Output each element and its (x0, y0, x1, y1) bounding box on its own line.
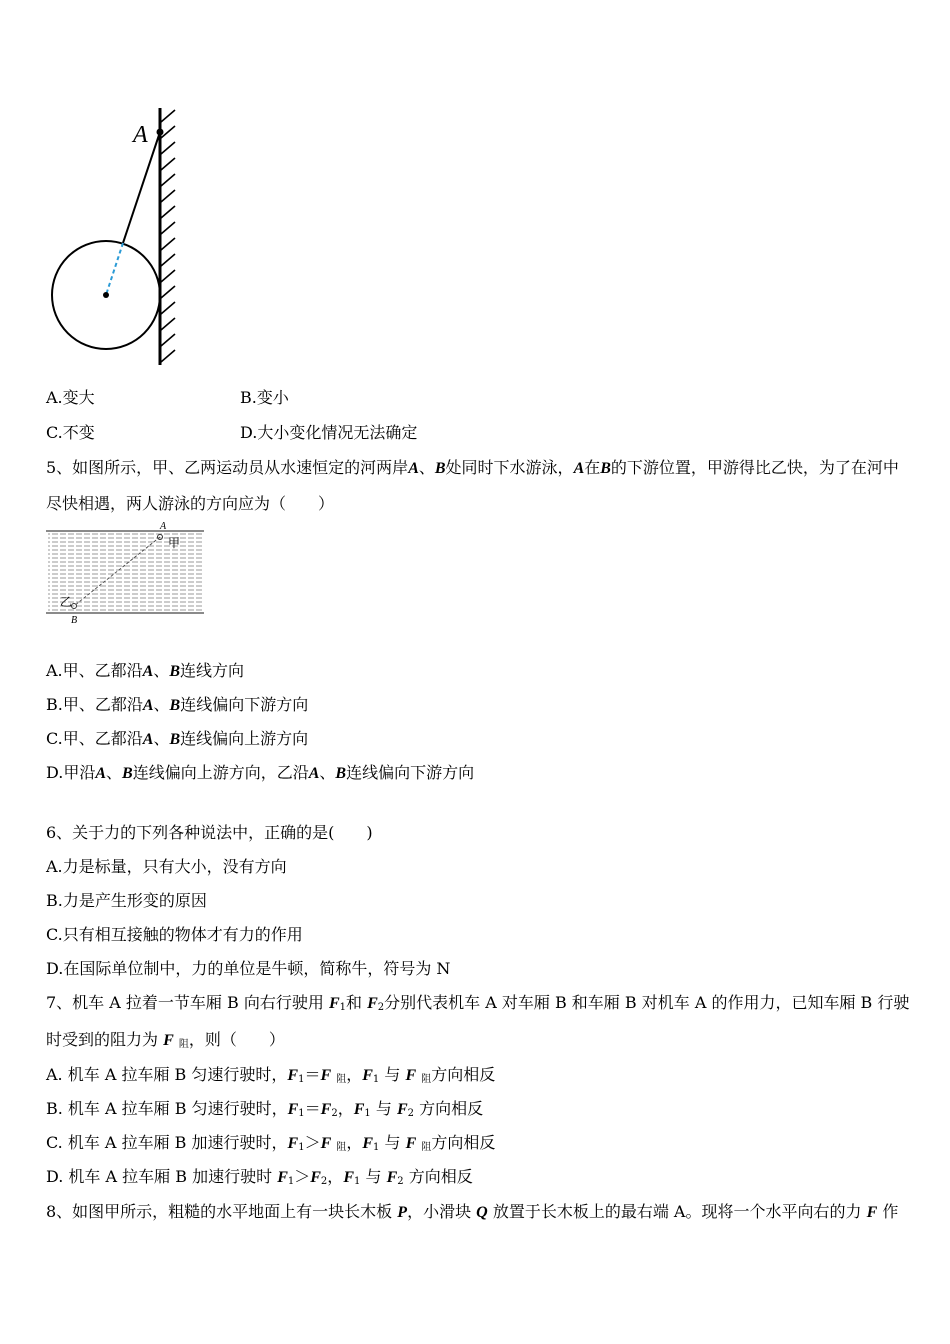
q5-option-d: D.甲沿A、B连线偏向上游方向，乙沿A、B连线偏向下游方向 (46, 763, 475, 782)
rope-extension-dashed (106, 243, 123, 295)
rope-line (123, 132, 160, 243)
q4-option-b: B.变小 (240, 388, 289, 407)
wall-hatching (161, 110, 175, 362)
q4-option-d: D.大小变化情况无法确定 (240, 423, 418, 442)
q7-stem-line1: 7、机车 A 拉着一节车厢 B 向右行驶用 $F_1$和 $F_2$分别代表机车 A 对车厢 B 和车厢 B 对机车 A 的作用力，已知车厢 B 行驶 (46, 993, 910, 1013)
q7-stem-line2: 时受到的阻力为 F $_阻$，则（ ） (46, 1030, 285, 1050)
point-a-label: A (133, 122, 148, 148)
q6-option-c: C.只有相互接触的物体才有力的作用 (46, 925, 303, 944)
q4-option-a: A.变大 (46, 388, 95, 407)
ball-wall-figure (40, 100, 190, 370)
q7-option-b: B. 机车 A 拉车厢 B 匀速行驶时，$F_1=F_2$，$F_1$ 与 $F_2$ 方向相反 (46, 1099, 484, 1119)
q8-stem-line1: 8、如图甲所示，粗糙的水平地面上有一块长木板 P，小滑块 Q 放置于长木板上的最右端 A。现将一个水平向右的力 F 作 (46, 1202, 899, 1221)
q4-option-c: C.不变 (46, 423, 95, 442)
q7-option-d: D. 机车 A 拉车厢 B 加速行驶时 $F_1>F_2$，$F_1$ 与 $F_2$ 方向相反 (46, 1167, 473, 1187)
q6-option-d: D.在国际单位制中，力的单位是牛顿，简称牛，符号为 N (46, 959, 451, 978)
river-label-jia: 甲 (168, 536, 181, 550)
river-figure (44, 520, 209, 625)
river-label-a: A (160, 521, 167, 532)
q5-option-b: B.甲、乙都沿A、B连线偏向下游方向 (46, 695, 309, 714)
q6-option-a: A.力是标量，只有大小，没有方向 (46, 857, 287, 876)
q7-option-c: C. 机车 A 拉车厢 B 加速行驶时，$F_1>F$ $_阻$，$F_1$ 与 F $_阻$方向相反 (46, 1133, 496, 1153)
ball-center-dot (103, 292, 109, 298)
river-label-b: B (71, 615, 78, 625)
q5-option-c: C.甲、乙都沿A、B连线偏向上游方向 (46, 729, 309, 748)
q6-stem: 6、关于力的下列各种说法中，正确的是( ) (46, 823, 373, 842)
q5-stem-line2: 尽快相遇，两人游泳的方向应为（ ） (46, 494, 335, 513)
q5-stem-line1: 5、如图所示，甲、乙两运动员从水速恒定的河两岸A、B处同时下水游泳，A在B的下游位置，甲游得比乙快，为了在河中 (46, 458, 899, 477)
point-a-dot (157, 129, 164, 136)
q6-option-b: B.力是产生形变的原因 (46, 891, 207, 910)
q7-option-a: A. 机车 A 拉车厢 B 匀速行驶时，$F_1=F$ $_阻$，$F_1$ 与 F $_阻$方向相反 (46, 1065, 496, 1085)
q5-option-a: A.甲、乙都沿A、B连线方向 (46, 661, 245, 680)
river-label-yi: 乙 (60, 595, 73, 609)
